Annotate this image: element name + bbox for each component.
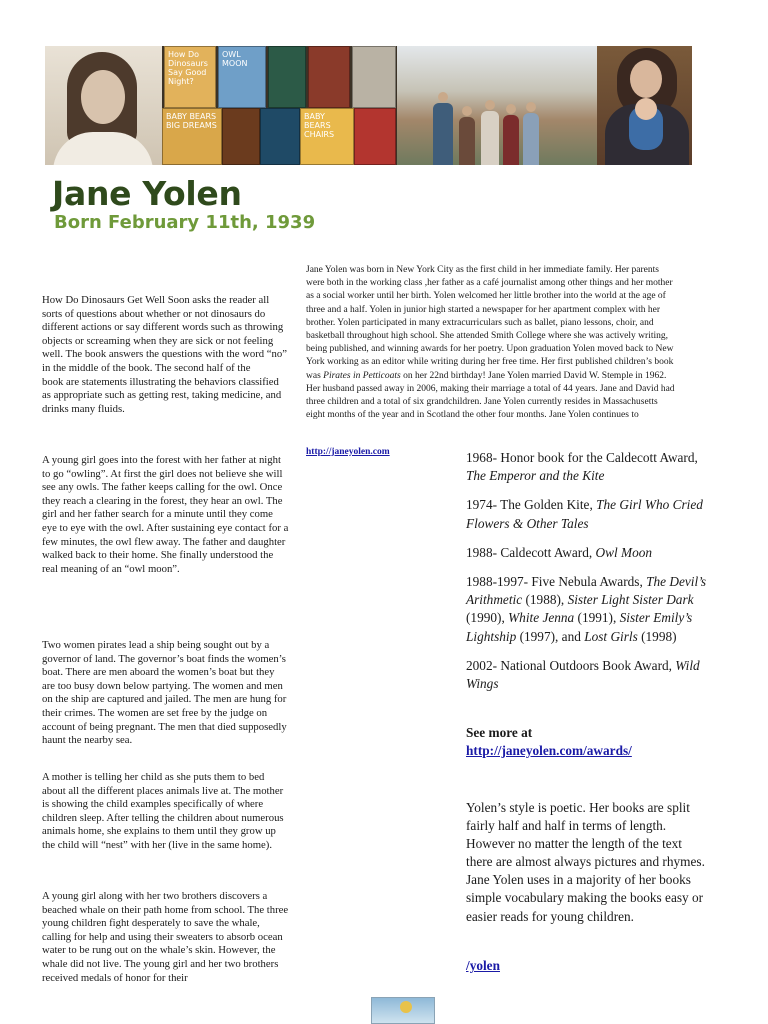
- award-item: 2002- National Outdoors Book Award, Wild Wings: [466, 657, 700, 692]
- book-cover: OWL MOON: [218, 46, 266, 108]
- janeyolen-website-link[interactable]: http://janeyolen.com: [306, 447, 390, 457]
- biography-paragraph: Jane Yolen was born in New York City as the first child in her immediate family. Her parents were both in the working class ,her father as a café journalist among other things and her mother as a social worker until her birth. Yolen welcomed her little brother into the world at the age of three and a half. Yolen in junior high started a newspaper for her apartment complex with her brother. Yolen participated in many extracurriculars such as ballet, piano lessons, choir, and basketball throughout high school. She attended Smith College where she was actively writing, being published, and winning awards for her poetry. Upon graduation Yolen moved back to New York working as an editor while writing during her free time. Her first published children’s book was Pirates in Petticoats on her 22nd birthday! Jane Yolen married David W. Stemple in 1962. Her husband passed away in 2006, making their marriage a total of 44 years. Jane and David had three children and a total of six grandchildren. Jane Yolen currently resides in Massachusetts eight months of the year and in Scotland the other four months. Jane Yolen continues to: [306, 265, 675, 421]
- first-book-title: Pirates in Petticoats: [323, 370, 401, 381]
- writing-style-paragraph: Yolen’s style is poetic. Her books are split fairly half and half in terms of length. However no matter the length of the text there are almost always pictures and rhymes. Jane Yolen uses in a majority of her books simple vocabulary making the books easy or easier reads for young children.: [466, 800, 705, 924]
- award-item: 1974- The Golden Kite, The Girl Who Cried Flowers & Other Tales: [466, 497, 703, 531]
- awards-page-link[interactable]: http://janeyolen.com/awards/: [466, 743, 632, 758]
- award-item: 1988-1997- Five Nebula Awards, The Devil’s Arithmetic (1988), Sister Light Sister Dark (1990), White Jenna (1991), Sister Emily’s Lightship (1997), and Lost Girls (1998): [466, 574, 707, 644]
- author-name: Jane Yolen: [52, 174, 242, 213]
- book-cover: [222, 108, 260, 165]
- award-item: 1988- Caldecott Award, Owl Moon: [466, 544, 653, 560]
- book-cover: [260, 108, 300, 165]
- synopsis-pirates: Two women pirates lead a ship being sought out by a governor of land. The governor’s boat finds the women’s boat. There are men aboard the women’s boat but they are too busy down below partying. The women and men on the ship are captured and jailed. The men are hung for their crimes. The women are set free by the judge on account of being pregnant. The men that died supposedly haunt the nearby sea.: [42, 639, 287, 747]
- book-cover: [354, 108, 396, 165]
- birth-date: Born February 11th, 1939: [54, 212, 316, 233]
- header-photo-collage: [45, 46, 692, 165]
- synopsis-owl-moon: A young girl goes into the forest with her father at night to go “owling”. At first the girl does not believe she will see any owls. The father keeps calling for the owl. Once they reach a clearing in the forest, they hear an owl. The girl and her father search for a minute until they come eye to eye with the owl. After sustaining eye contact for a few minutes, the owl flew away. The father and daughter walked back to their home. She finally understood the real meaning of an “owl moon”.: [42, 454, 289, 575]
- book-cover: [268, 46, 306, 108]
- yolen-link[interactable]: /yolen: [466, 958, 500, 973]
- faint-heading: [42, 270, 45, 282]
- book-cover: How Do Dinosaurs Say Good Night?: [164, 46, 216, 108]
- synopsis-whale: A young girl along with her two brothers discovers a beached whale on their path home from school. The three young children fight desperately to save the whale, calling for help and using their sweaters to absorb ocean water to be rung out on the whale’s skin. However, the whale did not live. The young girl and her two brothers received medals of honor for their: [42, 890, 289, 984]
- book-cover: BABY BEARS CHAIRS: [300, 108, 354, 165]
- book-cover-thumbnail: [371, 997, 435, 1024]
- awards-list: [466, 449, 714, 704]
- award-item: 1968- Honor book for the Caldecott Award, The Emperor and the Kite: [466, 450, 698, 484]
- family-canyon-photo: [397, 46, 597, 165]
- childhood-portrait-photo: [45, 46, 162, 165]
- synopsis-nest: A mother is telling her child as she puts them to bed about all the different places animals live at. The mother is showing the child examples specifically of where children sleep. After telling the children about numerous animals home, she explains to them until they grow up the child will “nest” with her (live in the same home).: [42, 771, 284, 851]
- book-cover: [308, 46, 350, 108]
- mother-with-baby-photo: [597, 46, 692, 165]
- synopsis-dinosaurs: How Do Dinosaurs Get Well Soon asks the reader all sorts of questions about whether or not dinosaurs do different actions or say different words such as throwing objects or screaming when they are sick or not feeling well. The book answers the questions with the word “no” in the middle of the book. The second half of the book are statements illustrating the behaviors classified as appropriate such as getting rest, taking medicine, and drinks many fluids.: [42, 294, 287, 415]
- see-more-label: See more at: [466, 725, 533, 740]
- book-cover: BABY BEARS BIG DREAMS: [162, 108, 222, 165]
- book-cover: [352, 46, 396, 108]
